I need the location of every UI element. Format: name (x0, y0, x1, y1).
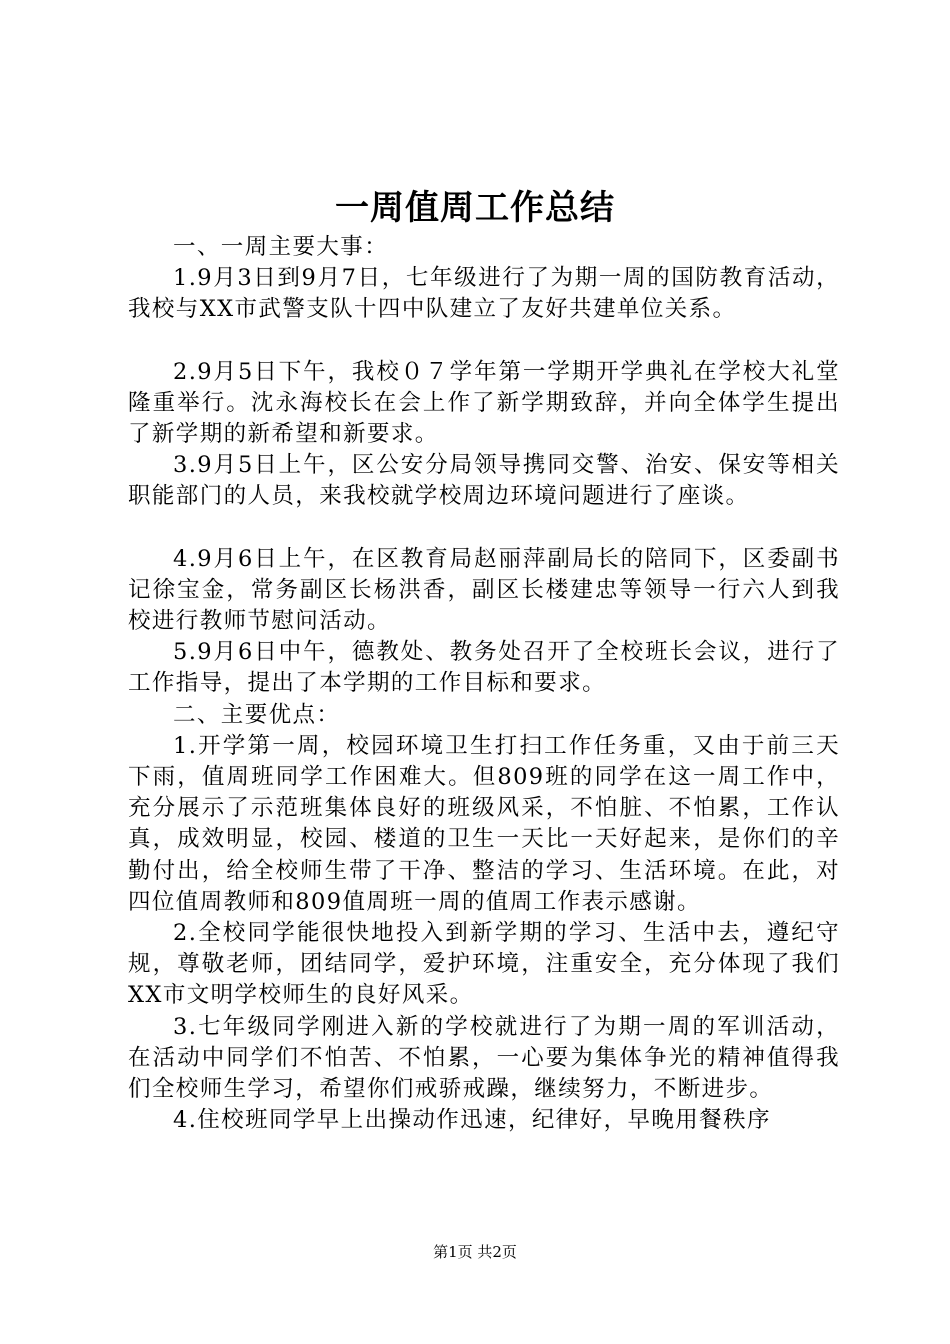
paragraph: 3.9月5日上午，区公安分局领导携同交警、治安、保安等相关职能部门的人员，来我校就学校周边环境问题进行了座谈。 (128, 452, 840, 510)
paragraph: 1.开学第一周，校园环境卫生打扫工作任务重，又由于前三天下雨，值周班同学工作困难大。但809班的同学在这一周工作中，充分展示了示范班集体良好的班级风采，不怕脏、不怕累，工作认真，成效明显，校园、楼道的卫生一天比一天好起来，是你们的辛勤付出，给全校师生带了干净、整洁的学习、生活环境。在此，对四位值周教师和809值周班一周的值周工作表示感谢。 (128, 732, 840, 915)
document-title: 一周值周工作总结 (335, 188, 615, 228)
paragraph: 4.住校班同学早上出操动作迅速，纪律好，早晚用餐秩序 (173, 1107, 771, 1134)
document-body (128, 232, 840, 1136)
paragraph: 4.9月6日上午，在区教育局赵丽萍副局长的陪同下，区委副书记徐宝金，常务副区长杨洪香，副区长楼建忠等领导一行六人到我校进行教师节慰问活动。 (128, 545, 840, 635)
paragraph: 2.9月5日下午，我校０７学年第一学期开学典礼在学校大礼堂隆重举行。沈永海校长在会上作了新学期致辞，并向全体学生提出了新学期的新希望和新要求。 (128, 358, 840, 448)
paragraph: 1.9月3日到9月7日，七年级进行了为期一周的国防教育活动，我校与XX市武警支队十四中队建立了友好共建单位关系。 (128, 265, 840, 323)
paragraph: 5.9月6日中午，德教处、教务处召开了全校班长会议，进行了工作指导，提出了本学期的工作目标和要求。 (128, 639, 840, 697)
section-heading: 一、一周主要大事： (173, 234, 389, 260)
paragraph: 3.七年级同学刚进入新的学校就进行了为期一周的军训活动，在活动中同学们不怕苦、不怕累，一心要为集体争光的精神值得我们全校师生学习，希望你们戒骄戒躁，继续努力，不断进步。 (128, 1013, 840, 1103)
paragraph: 2.全校同学能很快地投入到新学期的学习、生活中去，遵纪守规，尊敬老师，团结同学，爱护环境，注重安全，充分体现了我们XX市文明学校师生的良好风采。 (128, 920, 840, 1009)
page-footer: 第1页 共2页 (433, 1243, 517, 1261)
section-heading: 二、主要优点： (173, 701, 341, 728)
